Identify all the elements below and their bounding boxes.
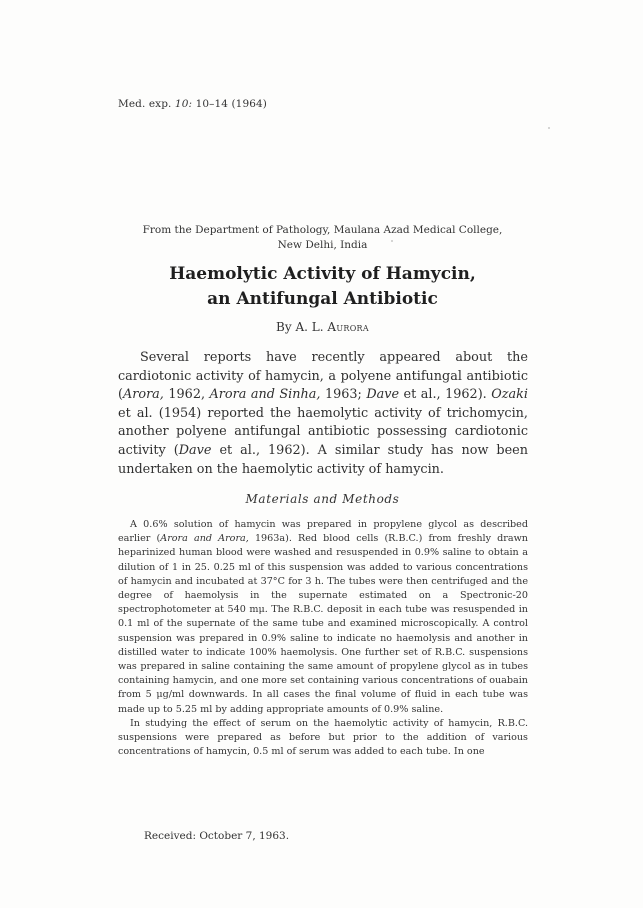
received-date: Received: October 7, 1963. [144, 830, 290, 842]
abstract-text: 1962, [163, 387, 210, 403]
article-title [110, 262, 535, 312]
abstract-text: et al., 1962). [399, 387, 492, 403]
journal-pages: 10–14 (1964) [195, 98, 268, 110]
abstract-text: et al., 1962). A similar study has now been undertaken on the haemolytic activity of hamycin. [118, 442, 528, 477]
author-byline [110, 320, 535, 334]
journal-volume: 10: [174, 98, 193, 110]
section-heading-materials-methods: Materials and Methods [245, 492, 400, 506]
citation-ref: Dave [178, 442, 212, 458]
affiliation-line-2: New Delhi, India [277, 239, 368, 251]
abstract-text: Several reports have recently appeared about the cardiotonic activity of hamycin, a polyene antifungal antibiotic ( [118, 350, 528, 403]
scan-speck [391, 240, 393, 242]
journal-name: Med. exp. [118, 98, 172, 110]
methods-body [118, 518, 528, 759]
methods-text: A 0.6% solution of hamycin was prepared in propylene glycol as described earlier ( [118, 519, 528, 545]
affiliation-line-1: From the Department of Pathology, Maulana Azad Medical College, [142, 224, 503, 236]
citation-ref: Arora and Arora, [160, 533, 249, 545]
title-line-1: Haemolytic Activity of Hamycin, [169, 264, 476, 284]
author-prefix: By A. L. [276, 320, 324, 334]
methods-paragraph-1 [118, 518, 528, 717]
scan-speck [548, 127, 550, 129]
author-affiliation [110, 223, 535, 253]
journal-citation [118, 98, 267, 110]
abstract-paragraph [118, 349, 528, 479]
title-line-2: an Antifungal Antibiotic [207, 289, 438, 309]
abstract-text: 1963; [320, 387, 367, 403]
citation-ref: Dave [366, 387, 400, 403]
methods-paragraph-2: In studying the effect of serum on the haemolytic activity of hamycin, R.B.C. suspensions were prepared as before but prior to the addition of various concentrations of hamycin, 0.5 ml of serum was added to each tube. In one [118, 717, 528, 758]
methods-text: 1963a). Red blood cells (R.B.C.) from freshly drawn heparinized human blood were washed and resuspended in 0.9% saline to obtain a dilution of 1 in 25. 0.25 ml of this suspension was added to various concentrations of hamycin and incubated at 37°C for 3 h. The tubes were then centrifuged and the degree of haemolysis in the supernate estimated on a Spectronic-20 spectrophotometer at 540 mμ. The R.B.C. deposit in each tube was resuspended in 0.1 ml of the supernate of the same tube and examined microscopically. A control suspension was prepared in 0.9% saline to indicate no haemolysis and another in distilled water to indicate 100% haemolysis. One further set of R.B.C. suspensions was prepared in saline containing the same amount of propylene glycol as in tubes containing hamycin, and one more set containing various concentrations of ouabain from 5 μg/ml downwards. In all cases the final volume of fluid in each tube was made up to 5.25 ml by adding appropriate amounts of 0.9% saline. [118, 533, 528, 715]
author-name: Aurora [327, 320, 369, 334]
abstract-text: et al. (1954) reported the haemolytic activity of trichomycin, another polyene antifungal antibiotic possessing cardiotonic activity ( [118, 405, 528, 458]
citation-ref: Arora, [123, 387, 164, 403]
citation-ref: Ozaki [491, 387, 528, 403]
citation-ref: Arora and Sinha, [209, 387, 321, 403]
